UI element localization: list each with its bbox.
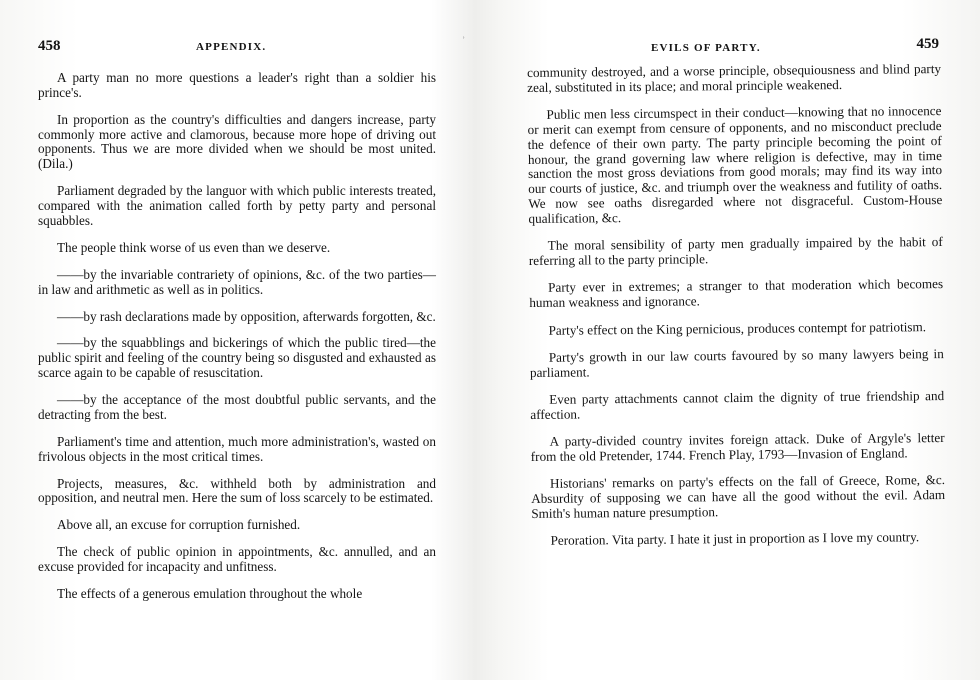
paragraph: ——by rash declarations made by opposition, afterwards forgotten, &c. <box>57 308 436 324</box>
paragraph: Peroration. Vita party. I hate it just in proportion as I love my country. <box>550 529 920 549</box>
paragraph: Above all, an excuse for corruption furnished. <box>57 517 301 533</box>
left-page-number: 458 <box>38 38 61 54</box>
paragraph: A party-divided country invites foreign attack. Duke of Argyle's letter from the old Pretender, 1744. French Play, 1793—Invasion of England. <box>530 430 945 465</box>
paragraph: Parliament's time and attention, much more administration's, wasted on frivolous objects in the most critical times. <box>38 433 436 464</box>
paragraph: Party's growth in our law courts favoured by so many lawyers being in parliament. <box>529 345 944 380</box>
paragraph: Historians' remarks on party's effects on the fall of Greece, Rome, &c. Absurdity of supposing we can have all the good without the evil. Adam Smith's human nature presumption. <box>531 472 946 522</box>
paragraph: The moral sensibility of party men gradually impaired by the habit of referring all to the party principle. <box>528 234 943 268</box>
paragraph: ——by the invariable contrariety of opinions, &c. of the two parties—in law and arithmetic as well as in politics. <box>38 266 436 297</box>
paragraph: The check of public opinion in appointments, &c. annulled, and an excuse provided for incapacity and unfitness. <box>38 544 436 575</box>
paragraph: Party's effect on the King pernicious, produces contempt for patriotism. <box>548 318 927 338</box>
paragraph: In proportion as the country's difficulties and dangers increase, party commonly more active and clamorous, because more hope of driving out opponents. Thus we are more divided when we should be most united. (Dila.) <box>38 111 436 172</box>
paragraph: ——by the squabblings and bickerings of which the public tired—the public spirit and feeling of the country being so disgusted and exhausted as scarce again to be capable of resuscitation. <box>38 335 436 381</box>
gutter-mark: ʾ <box>462 36 466 47</box>
left-running-title: APPENDIX. <box>196 41 267 53</box>
paragraph: The people think worse of us even than we deserve. <box>57 239 331 255</box>
paragraph: Even party attachments cannot claim the dignity of true friendship and affection. <box>530 388 945 422</box>
right-running-head <box>527 36 941 60</box>
right-page-number: 459 <box>916 36 939 52</box>
right-running-title: EVILS OF PARTY. <box>651 42 761 54</box>
right-page-body <box>527 62 946 562</box>
paragraph: The effects of a generous emulation throughout the whole <box>57 586 363 602</box>
paragraph: A party man no more questions a leader's right than a soldier his prince's. <box>38 70 436 100</box>
paragraph: Parliament degraded by the languor with which public interests treated, compared with the animation called forth by petty party and personal squabbles. <box>38 183 436 228</box>
paragraph: ——by the acceptance of the most doubtful public servants, and the detracting from the best. <box>38 392 436 422</box>
paragraph: Projects, measures, &c. withheld both by administration and opposition, and neutral men. Here the sum of loss scarcely to be estimated. <box>38 475 436 506</box>
right-page <box>526 0 946 680</box>
left-page <box>38 0 436 680</box>
paragraph: community destroyed, and a worse principle, obsequiousness and blind party zeal, substituted in its place; and moral principle weakened. <box>526 61 942 95</box>
left-running-head <box>38 40 436 60</box>
paragraph: Party ever in extremes; a stranger to that moderation which becomes human weakness and ignorance. <box>529 276 944 311</box>
paragraph: Public men less circumspect in their conduct—knowing that no innocence or merit can exempt from censure of opponents, and no misconduct preclude the defence of their own party. The party principle becoming the point of honour, the grand governing law where religion is defective, may in time sanction the most gross deviations from good morals; may find its way into our courts of justice, &c. and triumph over the weakness and futility of oaths. We now see oaths disregarded where not disgraceful. Custom-House qualification, &c. <box>527 103 943 226</box>
left-page-body <box>38 71 436 614</box>
